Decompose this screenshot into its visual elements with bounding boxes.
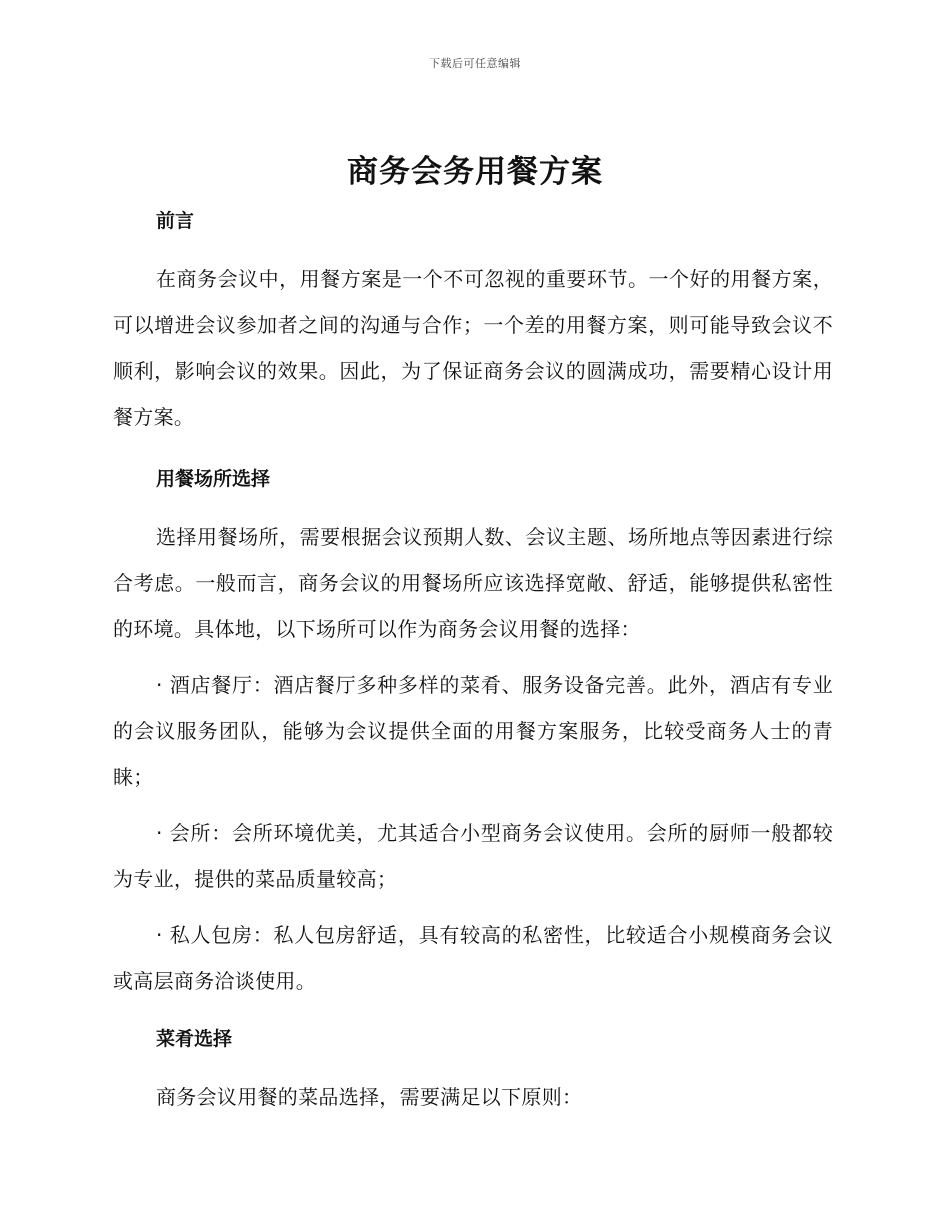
section-heading-dishes: 菜肴选择 bbox=[156, 1028, 233, 1050]
document-title: 商务会务用餐方案 bbox=[347, 154, 603, 190]
paragraph-preface: 在商务会议中，用餐方案是一个不可忽视的重要环节。一个好的用餐方案，可以增进会议参加者之间的沟通与合作；一个差的用餐方案，则可能导致会议不顺利，影响会议的效果。因此，为了保证商务会议的圆满成功，需要精心设计用餐方案。 bbox=[113, 267, 833, 429]
list-item-club: · 会所：会所环境优美，尤其适合小型商务会议使用。会所的厨师一般都较为专业，提供的菜品质量较高； bbox=[113, 821, 833, 891]
document-body bbox=[113, 204, 833, 1120]
paragraph-venue-intro: 选择用餐场所，需要根据会议预期人数、会议主题、场所地点等因素进行综合考虑。一般而言，商务会议的用餐场所应该选择宽敞、舒适，能够提供私密性的环境。具体地，以下场所可以作为商务会议用餐的选择： bbox=[113, 525, 833, 641]
paragraph-dishes-intro: 商务会议用餐的菜品选择，需要满足以下原则： bbox=[156, 1085, 583, 1109]
list-item-private-room: · 私人包房：私人包房舒适，具有较高的私密性，比较适合小规模商务会议或高层商务洽谈使用。 bbox=[113, 923, 833, 993]
list-item-hotel-restaurant: · 酒店餐厅：酒店餐厅多种多样的菜肴、服务设备完善。此外，酒店有专业的会议服务团队，能够为会议提供全面的用餐方案服务，比较受商务人士的青睐； bbox=[113, 673, 833, 789]
header-note: 下载后可任意编辑 bbox=[429, 57, 521, 70]
section-heading-venue: 用餐场所选择 bbox=[156, 468, 271, 490]
section-heading-preface: 前言 bbox=[156, 210, 195, 232]
